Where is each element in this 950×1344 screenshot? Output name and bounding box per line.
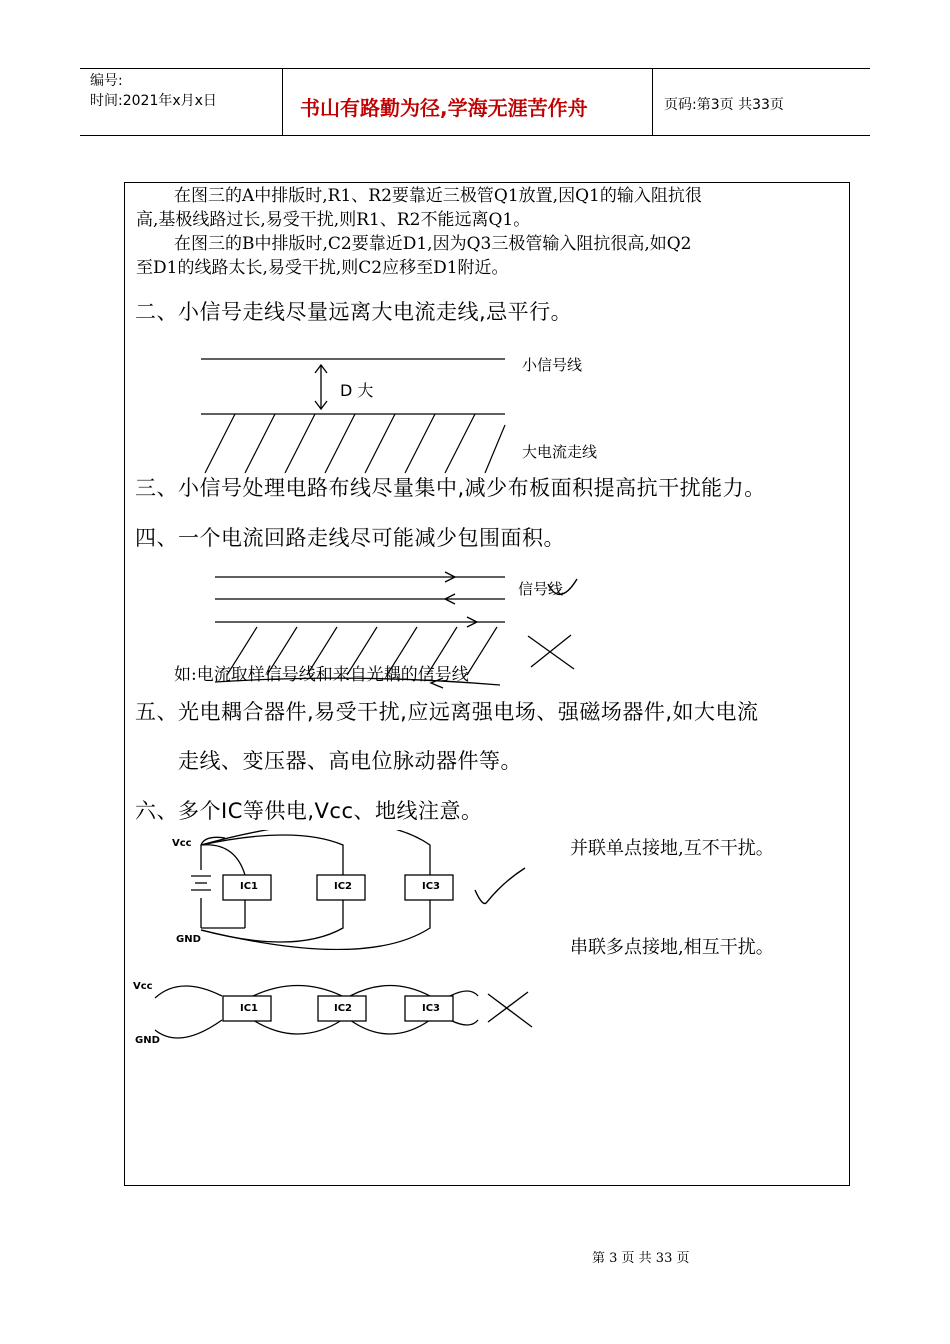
header-divider-2 [652, 68, 653, 135]
parallel-vcc-label: Vcc [172, 838, 192, 849]
series-ic3-label: IC3 [422, 1003, 441, 1014]
series-note: 串联多点接地,相互干扰。 [570, 937, 774, 958]
series-gnd-label: GND [135, 1035, 160, 1046]
section5-heading-line2: 走线、变压器、高电位脉动器件等。 [178, 749, 522, 773]
series-vcc-label: Vcc [133, 981, 153, 992]
header-motto: 书山有路勤为径,学海无涯苦作舟 [300, 96, 588, 120]
parallel-ic3-label: IC3 [422, 881, 441, 892]
section4-heading: 四、一个电流回路走线尽可能减少包围面积。 [135, 526, 565, 550]
header-bottom-rule [80, 135, 870, 136]
series-ic1-label: IC1 [240, 1003, 259, 1014]
header-number-label: 编号: [90, 73, 123, 89]
section2-heading: 二、小信号走线尽量远离大电流走线,忌平行。 [135, 300, 573, 324]
section5-heading-line1: 五、光电耦合器件,易受干扰,应远离强电场、强磁场器件,如大电流 [135, 700, 759, 724]
parallel-note: 并联单点接地,互不干扰。 [570, 838, 774, 859]
header-page-info: 页码:第3页 共33页 [664, 97, 784, 113]
intro-block [136, 184, 842, 280]
signal-line-label: 信号线 [518, 580, 564, 598]
example-note: 如:电流取样信号线和来自光耦的信号线 [174, 665, 469, 685]
header-top-rule [80, 68, 870, 69]
footer-page-number: 第 3 页 共 33 页 [592, 1251, 690, 1266]
intro-p1-line1: 在图三的A中排版时,R1、R2要靠近三极管Q1放置,因Q1的输入阻抗很 [174, 186, 702, 206]
small-signal-label: 小信号线 [522, 356, 583, 374]
intro-p2-line2: 至D1的线路太长,易受干扰,则C2应移至D1附近。 [136, 258, 509, 278]
section6-heading: 六、多个IC等供电,Vcc、地线注意。 [135, 799, 483, 823]
parallel-gnd-label: GND [176, 934, 201, 945]
intro-p2-line1: 在图三的B中排版时,C2要靠近D1,因为Q3三极管输入阻抗很高,如Q2 [174, 234, 692, 254]
section2-diagram [195, 345, 515, 480]
header-time-label: 时间:2021年x月x日 [90, 93, 217, 109]
intro-p1-line2: 高,基极线路过长,易受干扰,则R1、R2不能远离Q1。 [136, 210, 531, 230]
series-ic2-label: IC2 [334, 1003, 353, 1014]
parallel-ic2-label: IC2 [334, 881, 353, 892]
distance-label: D 大 [340, 381, 374, 400]
section3-heading: 三、小信号处理电路布线尽量集中,减少布板面积提高抗干扰能力。 [135, 476, 766, 500]
header-divider-1 [282, 68, 283, 135]
high-current-label: 大电流走线 [522, 443, 598, 461]
parallel-ic1-label: IC1 [240, 881, 259, 892]
